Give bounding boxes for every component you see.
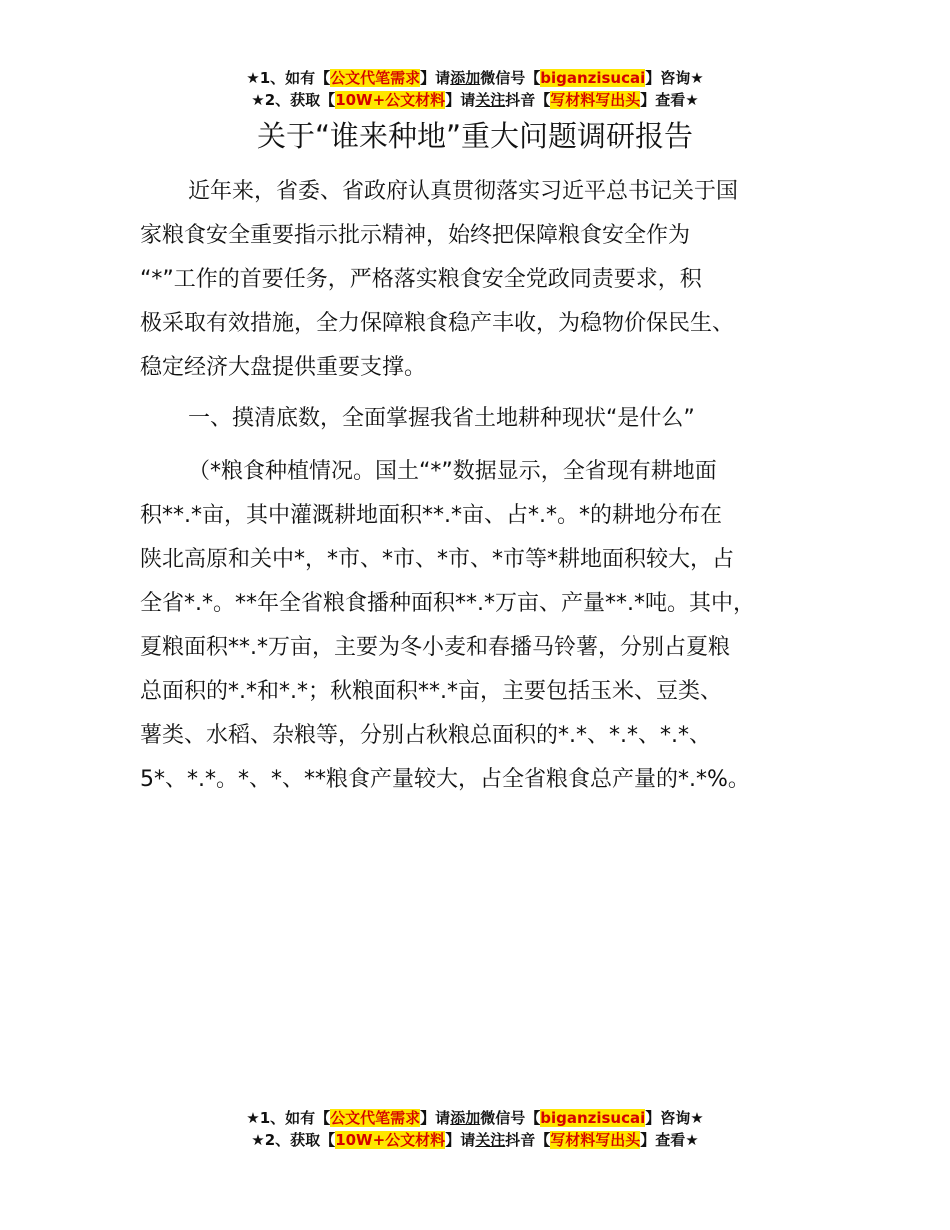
top-banner xyxy=(0,67,950,111)
banner-wechat-id: biganzisucai xyxy=(540,1109,646,1127)
paragraph-line: 极采取有效措施，全力保障粮食稳产丰收，为稳物价保民生、 xyxy=(140,311,735,336)
paragraph-line: 家粮食安全重要指示批示精神，始终把保障粮食安全作为 xyxy=(140,223,691,248)
banner-underline: 关注 xyxy=(475,91,506,109)
banner-line-2 xyxy=(0,89,950,111)
banner-text: 】请 xyxy=(445,1131,476,1149)
banner-highlight: 公文代笔需求 xyxy=(330,69,421,87)
banner-text: 抖音【 xyxy=(505,1131,551,1149)
paragraph-line: 薯类、水稻、杂粮等，分别占秋粮总面积的*.*、*.*、*.*、 xyxy=(140,723,711,748)
banner-wechat-id: biganzisucai xyxy=(540,69,646,87)
paragraph-line: 全省*.*。**年全省粮食播种面积**.*万亩、产量**.*吨。其中， xyxy=(140,591,755,616)
paragraph-line: 5*、*.*。*、*、**粮食产量较大，占全省粮食总产量的*.*%。 xyxy=(140,767,750,792)
paragraph-line: 近年来，省委、省政府认真贯彻落实习近平总书记关于国 xyxy=(188,179,739,204)
banner-text: 抖音【 xyxy=(505,91,551,109)
banner-underline: 关注 xyxy=(475,1131,506,1149)
banner-text: ★1、如有【 xyxy=(246,69,331,87)
paragraph-line: 总面积的*.*和*.*；秋粮面积**.*亩，主要包括玉米、豆类、 xyxy=(140,679,722,704)
paragraph-intro xyxy=(140,170,830,390)
paragraph-line: 稳定经济大盘提供重要支撑。 xyxy=(140,355,427,380)
paragraph-line: 积**.*亩，其中灌溉耕地面积**.*亩、占*.*。*的耕地分布在 xyxy=(140,503,722,528)
banner-highlight: 10W+公文材料 xyxy=(335,91,446,109)
banner-highlight: 10W+公文材料 xyxy=(335,1131,446,1149)
banner-text: 】咨询★ xyxy=(645,1109,704,1127)
banner-line-1 xyxy=(0,67,950,89)
document-title: 关于“谁来种地”重大问题调研报告 xyxy=(256,119,694,153)
banner-text: 】咨询★ xyxy=(645,69,704,87)
banner-text: 】查看★ xyxy=(640,91,699,109)
banner-text: 微信号【 xyxy=(480,1109,541,1127)
section-heading-1 xyxy=(140,397,830,441)
banner-line-1 xyxy=(0,1107,950,1129)
banner-douyin-id: 写材料写出头 xyxy=(550,1131,641,1149)
bottom-banner xyxy=(0,1107,950,1151)
banner-text: ★2、获取【 xyxy=(251,91,336,109)
banner-underline: 添加 xyxy=(450,1109,481,1127)
banner-underline: 添加 xyxy=(450,69,481,87)
paragraph-line: 夏粮面积**.*万亩，主要为冬小麦和春播马铃薯，分别占夏粮 xyxy=(140,635,730,660)
banner-text: 】查看★ xyxy=(640,1131,699,1149)
paragraph-grain-planting xyxy=(140,450,830,802)
banner-line-2 xyxy=(0,1129,950,1151)
paragraph-line: 陕北高原和关中*，*市、*市、*市、*市等*耕地面积较大，占 xyxy=(140,547,735,572)
banner-text: 】请 xyxy=(420,1109,451,1127)
banner-text: 】请 xyxy=(445,91,476,109)
banner-text: 微信号【 xyxy=(480,69,541,87)
banner-text: ★1、如有【 xyxy=(246,1109,331,1127)
banner-text: ★2、获取【 xyxy=(251,1131,336,1149)
paragraph-line: “*”工作的首要任务，严格落实粮食安全党政同责要求，积 xyxy=(140,267,702,292)
banner-text: 】请 xyxy=(420,69,451,87)
banner-douyin-id: 写材料写出头 xyxy=(550,91,641,109)
paragraph-line: （*粮食种植情况。国土“*”数据显示，全省现有耕地面 xyxy=(188,459,717,484)
section-heading-text: 一、摸清底数，全面掌握我省土地耕种现状“是什么” xyxy=(188,406,695,431)
banner-highlight: 公文代笔需求 xyxy=(330,1109,421,1127)
